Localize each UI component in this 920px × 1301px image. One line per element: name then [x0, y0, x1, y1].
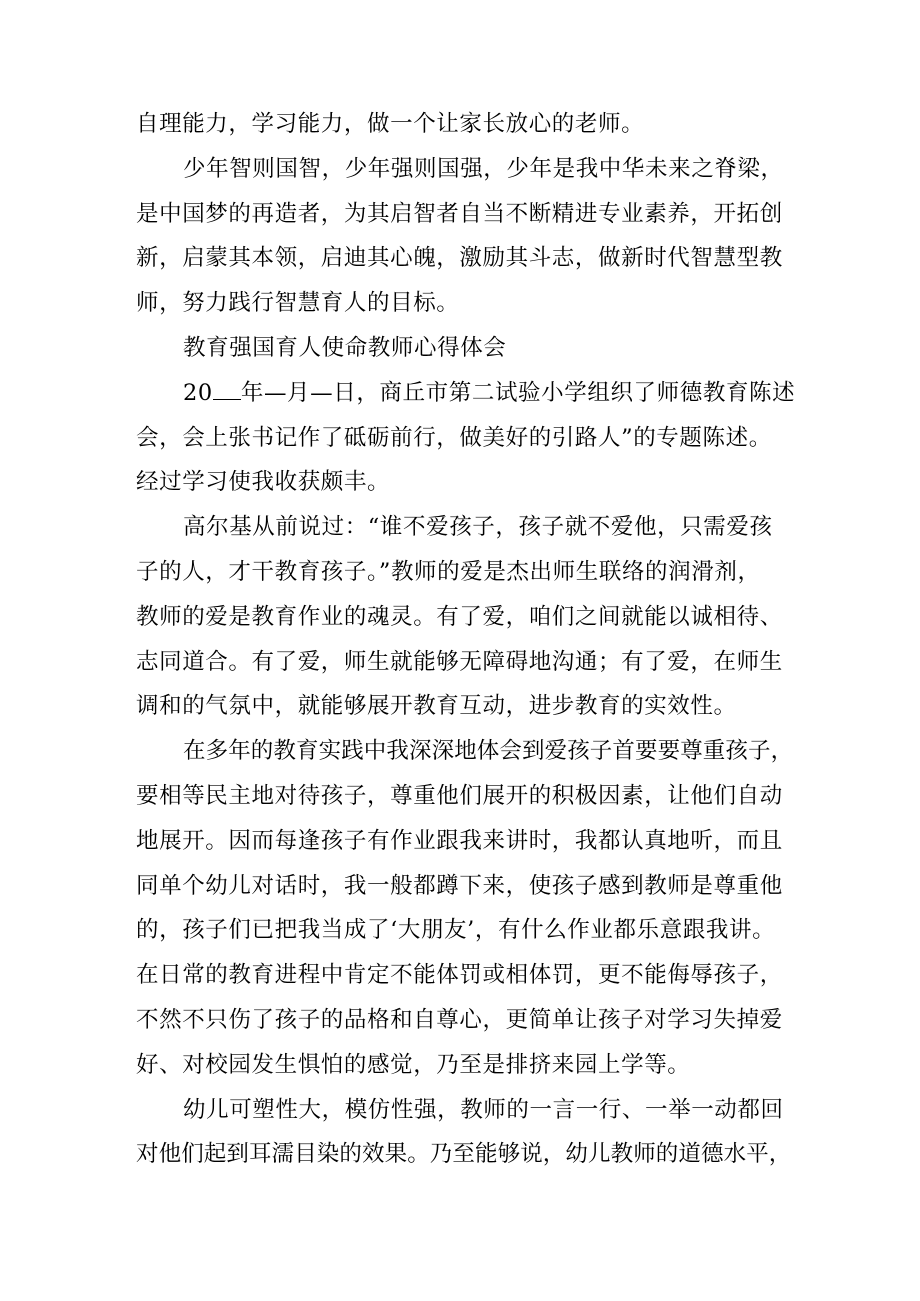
- text-line: 不然不只伤了孩子的品格和自尊心，更简单让孩子对学习失掉爱: [136, 1006, 783, 1033]
- date-line: [136, 371, 798, 416]
- paragraph-start-line: 在多年的教育实践中我深深地体会到爱孩子首要要尊重孩子，: [183, 738, 794, 765]
- document-body: [136, 102, 798, 1177]
- text-line: 子的人，才干教育孩子。”教师的爱是杰出师生联络的润滑剂，: [136, 558, 761, 585]
- section-heading: 教育强国育人使命教师心得体会: [183, 334, 507, 361]
- paragraph-start-line: 幼儿可塑性大，模仿性强，教师的一言一行、一举一动都回: [183, 1096, 784, 1123]
- text-line: 地展开。因而每逢孩子有作业跟我来讲时，我都认真地听，而且: [136, 827, 783, 854]
- year-blank: [213, 379, 241, 400]
- text-line: 对他们起到耳濡目染的效果。乃至能够说，幼儿教师的道德水平，: [136, 1141, 792, 1168]
- text-line: 好、对校园发生惧怕的感觉，乃至是排挤来园上学等。: [136, 1051, 691, 1078]
- year-prefix: 20: [183, 379, 213, 406]
- text-line: 在日常的教育进程中肯定不能体罚或相体罚，更不能侮辱孩子，: [136, 962, 783, 989]
- text-line: 会，会上张书记作了砥砺前行，做美好的引路人”的专题陈述。: [136, 424, 772, 451]
- text-line: 新，启蒙其本领，启迪其心魄，激励其斗志，做新时代智慧型教: [136, 245, 783, 272]
- paragraph-start-line: 少年智则国智，少年强则国强，少年是我中华未来之脊梁，: [183, 155, 784, 182]
- text-line: 经过学习使我收获颇丰。: [136, 469, 391, 496]
- text-line: 的，孩子们已把我当成了‘大朋友’，有什么作业都乐意跟我讲。: [136, 917, 776, 944]
- paragraph-start-line: 高尔基从前说过：“谁不爱孩子，孩子就不爱他，只需爱孩: [183, 514, 773, 541]
- text-line: 师，努力践行智慧育人的目标。: [136, 290, 460, 317]
- text-line: 是中国梦的再造者，为其启智者自当不断精进专业素养，开拓创: [136, 200, 783, 227]
- text-line: 志同道合。有了爱，师生就能够无障碍地沟通；有了爱，在师生: [136, 648, 783, 675]
- date-line-text: 年—月—日，商丘市第二试验小学组织了师德教育陈述: [240, 379, 796, 406]
- text-line: 教师的爱是教育作业的魂灵。有了爱，咱们之间就能以诚相待、: [136, 603, 783, 630]
- text-line: 同单个幼儿对话时，我一般都蹲下来，使孩子感到教师是尊重他: [136, 872, 783, 899]
- text-line: 要相等民主地对待孩子，尊重他们展开的积极因素，让他们自动: [136, 782, 783, 809]
- text-line: 自理能力，学习能力，做一个让家长放心的老师。: [136, 111, 645, 137]
- text-line: 调和的气氛中，就能够展开教育互动，进步教育的实效性。: [136, 693, 737, 720]
